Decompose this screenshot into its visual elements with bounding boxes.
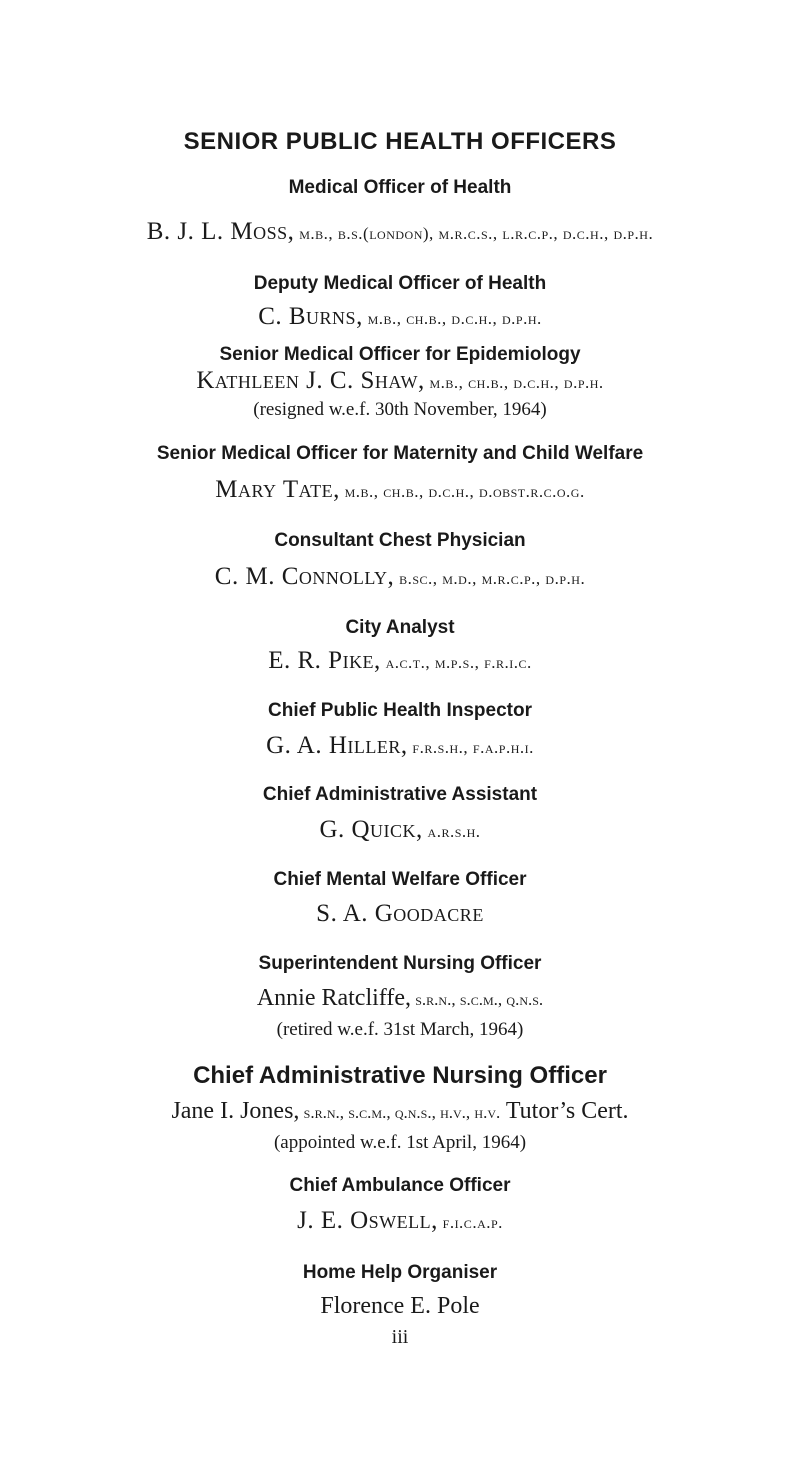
officer-name-line xyxy=(0,732,800,760)
officer-name: Mary Tate, xyxy=(215,476,340,503)
officer-name: J. E. Oswell, xyxy=(297,1207,438,1234)
status-note: (resigned w.e.f. 30th November, 1964) xyxy=(253,399,547,420)
qualifications: a.c.t., m.p.s., f.r.i.c. xyxy=(380,653,532,672)
officer-name-line xyxy=(0,1098,800,1125)
qualifications: f.i.c.a.p. xyxy=(437,1213,503,1232)
officer-name: C. Burns, xyxy=(258,303,363,330)
officer-name-line xyxy=(0,985,800,1012)
officer-name: B. J. L. Moss, xyxy=(146,218,295,245)
officer-name: E. R. Pike, xyxy=(268,647,381,674)
role-title: Senior Medical Officer for Maternity and Child Welfare xyxy=(156,443,644,464)
officer-name: Annie Ratcliffe, xyxy=(256,985,411,1011)
qualifications: s.r.n., s.c.m., q.n.s. xyxy=(410,990,544,1009)
role-title: Chief Mental Welfare Officer xyxy=(273,869,527,890)
page-title: SENIOR PUBLIC HEALTH OFFICERS xyxy=(183,128,617,155)
officer-name: Florence E. Pole xyxy=(320,1293,480,1319)
role-title: Chief Administrative Assistant xyxy=(262,784,538,805)
officer-name-line xyxy=(0,1207,800,1235)
role-title: Consultant Chest Physician xyxy=(274,530,526,551)
qualifications: m.b., ch.b., d.c.h., d.p.h. xyxy=(424,373,604,392)
role-title: City Analyst xyxy=(345,617,455,638)
role-title: Deputy Medical Officer of Health xyxy=(253,273,547,294)
qualifications: m.b., ch.b., d.c.h., d.obst.r.c.o.g. xyxy=(339,482,585,501)
officer-name: S. A. Goodacre xyxy=(316,900,484,927)
qualifications: m.b., b.s.(london), m.r.c.s., l.r.c.p., d.c.h., d.p.h. xyxy=(294,224,654,243)
role-title: Chief Ambulance Officer xyxy=(289,1175,511,1196)
qualifications: b.sc., m.d., m.r.c.p., d.p.h. xyxy=(394,569,586,588)
role-title: Senior Medical Officer for Epidemiology xyxy=(219,344,581,365)
officer-name: Kathleen J. C. Shaw, xyxy=(196,367,425,394)
qualifications: m.b., ch.b., d.c.h., d.p.h. xyxy=(362,309,542,328)
role-title: Medical Officer of Health xyxy=(288,177,512,198)
qualification-suffix: Tutor’s Cert. xyxy=(500,1098,629,1124)
officer-name-line xyxy=(0,816,800,844)
officer-name-line xyxy=(0,900,800,928)
officer-name-line xyxy=(0,1293,800,1320)
officer-name-line xyxy=(0,303,800,331)
officer-name: G. A. Hiller, xyxy=(266,732,408,759)
officer-name-line xyxy=(0,218,800,246)
status-note: (appointed w.e.f. 1st April, 1964) xyxy=(273,1132,527,1153)
role-title: Chief Administrative Nursing Officer xyxy=(193,1062,607,1089)
qualifications: s.r.n., s.c.m., q.n.s., h.v., h.v. xyxy=(299,1103,501,1122)
page-number: iii xyxy=(391,1326,409,1348)
officer-name: G. Quick, xyxy=(319,816,423,843)
qualifications: a.r.s.h. xyxy=(422,822,481,841)
officer-name: C. M. Connolly, xyxy=(214,563,395,590)
status-note: (retired w.e.f. 31st March, 1964) xyxy=(276,1019,524,1040)
qualifications: f.r.s.h., f.a.p.h.i. xyxy=(407,738,534,757)
officer-name-line xyxy=(0,647,800,675)
officer-name-line xyxy=(0,563,800,591)
role-title: Superintendent Nursing Officer xyxy=(258,953,542,974)
officer-name-line xyxy=(0,476,800,504)
officer-name: Jane I. Jones, xyxy=(171,1098,300,1124)
role-title: Home Help Organiser xyxy=(302,1262,498,1283)
role-title: Chief Public Health Inspector xyxy=(268,700,532,721)
officer-name-line xyxy=(0,367,800,395)
